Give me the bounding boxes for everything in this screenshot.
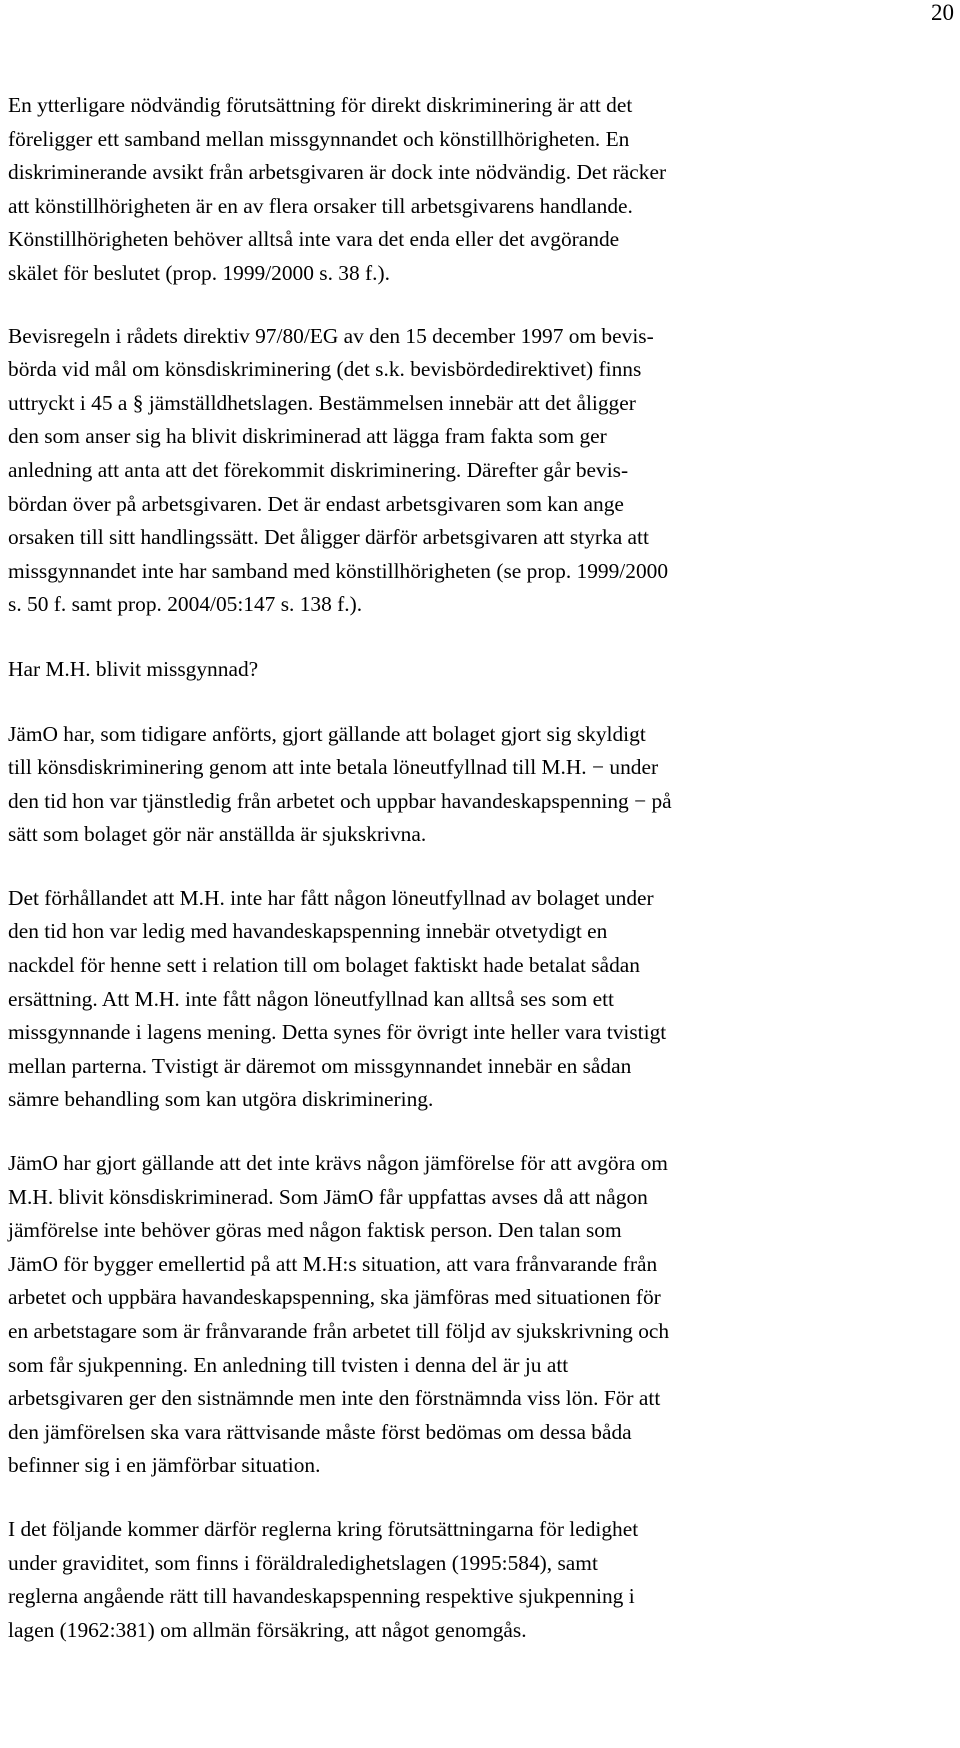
paragraph-comparison: JämO har gjort gällande att det inte krävs någon jämförelse för att avgöra om M.H. blivit könsdiskriminerad. Som JämO får uppfattas avses då att någon jämförelse inte behöver göras med någon faktisk person. Den talan som JämO för bygger emellertid på att M.H:s situation, att vara frånvarande från arbetet och uppbära havandeskapspenning, ska jämföras med situationen för en arbetstagare som är frånvarande från arbetet till följd av sjukskrivning och som får sjukpenning. En anledning till tvisten i denna del är ju att arbetsgivaren ger den sistnämnde men inte den förstnämnda viss lön. För att den jämförelsen ska vara rättvisande måste först bedömas om dessa båda befinner sig i en jämförbar situation.: [8, 1151, 670, 1478]
paragraph-rules-review: I det följande kommer därför reglerna kring förutsättningarna för ledighet under graviditet, som finns i föräldraledighetslagen (1995:584), samt reglerna angående rätt till havandeskapspenning respektive sjukpenning i lagen (1962:381) om allmän försäkring, att något genomgås.: [8, 1516, 639, 1642]
paragraph-burden-of-proof: Bevisregeln i rådets direktiv 97/80/EG av den 15 december 1997 om bevis- börda vid mål om könsdiskriminering (det s.k. bevisbördedirektivet) finns uttryckt i 45 a § jämställdhetslagen. Bestämmelsen innebär att det åligger den som anser sig ha blivit diskriminerad att lägga fram fakta som ger anledning att anta att det förekommit diskriminering. Därefter går bevis- bördan över på arbetsgivaren. Det är endast arbetsgivaren som kan ange orsaken till sitt handlingssätt. Det åligger därför arbetsgivaren att styrka att missgynnandet inte har samband med könstillhörigheten (se prop. 1999/2000 s. 50 f. samt prop. 2004/05:147 s. 138 f.).: [8, 323, 669, 617]
section-heading: Har M.H. blivit missgynnad?: [8, 656, 259, 681]
paragraph-disadvantage: Det förhållandet att M.H. inte har fått någon löneutfyllnad av bolaget under den tid hon var ledig med havandeskapspenning innebär otvetydigt en nackdel för henne sett i relation till om bolaget faktiskt hade betalat sådan ersättning. Att M.H. inte fått någon löneutfyllnad kan alltså ses som ett missgynnande i lagens mening. Detta synes för övrigt inte heller vara tvistigt mellan parterna. Tvistigt är däremot om missgynnandet innebär en sådan sämre behandling som kan utgöra diskriminering.: [8, 885, 667, 1112]
page-number: 20: [931, 0, 954, 25]
paragraph-direct-discrimination: En ytterligare nödvändig förutsättning för direkt diskriminering är att det föreligger ett samband mellan missgynnandet och könstillhörigheten. En diskriminerande avsikt från arbetsgivaren är dock inte nödvändig. Det räcker att könstillhörigheten är en av flera orsaker till arbetsgivarens handlande. Könstillhörigheten behöver alltså inte vara det enda eller det avgörande skälet för beslutet (prop. 1999/2000 s. 38 f.).: [8, 93, 667, 285]
document-body: [8, 89, 928, 1647]
paragraph-jamo-claim: JämO har, som tidigare anförts, gjort gällande att bolaget gjort sig skyldigt till könsdiskriminering genom att inte betala löneutfyllnad till M.H. − under den tid hon var tjänstledig från arbetet och uppbar havandeskapspenning − på sätt som bolaget gör när anställda är sjukskrivna.: [8, 721, 672, 847]
